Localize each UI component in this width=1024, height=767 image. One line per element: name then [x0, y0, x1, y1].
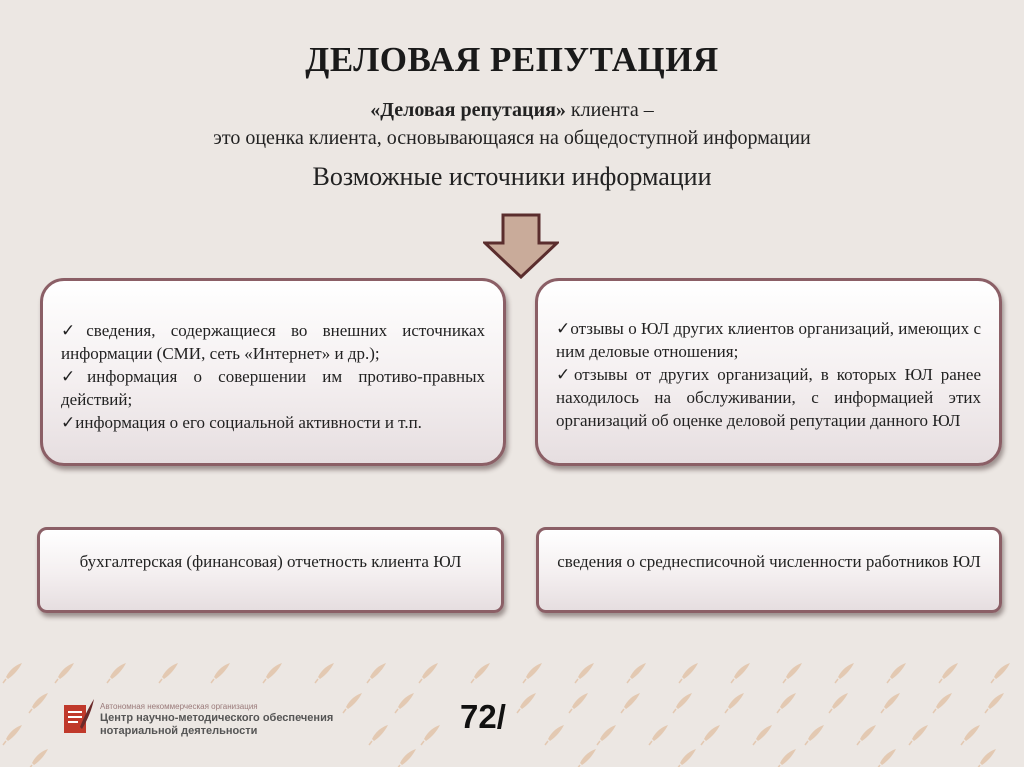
definition-line-1	[0, 99, 1024, 122]
down-arrow-icon	[483, 213, 559, 279]
sources-box-right	[535, 278, 1002, 466]
list-item: ✓отзывы о ЮЛ других клиентов организаций, имеющих с ним деловые отношения;	[556, 319, 981, 361]
sources-heading: Возможные источники информации	[312, 162, 712, 191]
definition-rest: клиента –	[565, 99, 654, 121]
sources-list-right	[556, 317, 981, 432]
page-title: ДЕЛОВАЯ РЕПУТАЦИЯ	[305, 40, 719, 79]
quill-pattern-decoration	[0, 655, 1024, 767]
financial-reports-box	[37, 527, 504, 613]
sources-list-left	[61, 319, 485, 434]
list-item: ✓отзывы от других организаций, в которых ЮЛ ранее находилось на обслуживании, с информацией этих организаций об оценке деловой репутации данного ЮЛ	[556, 365, 981, 430]
organization-type: Автономная некоммерческая организация	[100, 702, 258, 711]
list-item: ✓информация о совершении им противо-правных действий;	[61, 367, 485, 409]
organization-name-line-1: Центр научно-методического обеспечения	[100, 712, 334, 724]
organization-name	[100, 712, 333, 738]
definition-line-2: это оценка клиента, основывающаяся на общедоступной информации	[213, 127, 811, 149]
page-number: 72/	[460, 698, 506, 735]
list-item: ✓сведения, содержащиеся во внешних источниках информации (СМИ, сеть «Интернет» и др.);	[61, 321, 485, 363]
sources-box-left	[40, 278, 506, 466]
headcount-box	[536, 527, 1002, 613]
financial-reports-text: бухгалтерская (финансовая) отчетность клиента ЮЛ	[79, 552, 462, 571]
list-item: ✓информация о его социальной активности и т.п.	[61, 413, 422, 432]
definition-term: «Деловая репутация»	[370, 99, 566, 121]
organization-name-line-2: нотариальной деятельности	[100, 725, 258, 737]
organization-logo-icon	[62, 697, 96, 737]
headcount-text: сведения о среднесписочной численности работников ЮЛ	[557, 552, 981, 571]
